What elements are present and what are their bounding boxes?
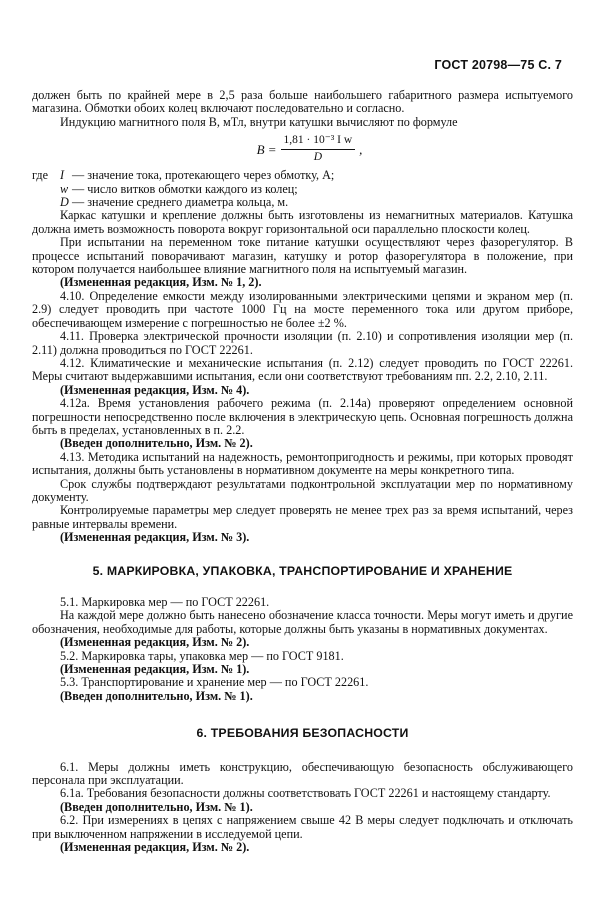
revision-note: (Измененная редакция, Изм. № 3).: [60, 530, 250, 545]
paragraph: 5.3. Транспортирование и хранение мер — по ГОСТ 22261.: [60, 675, 369, 690]
paragraph: При испытании на переменном токе питание катушки осуществляют через фазорегулятор. В процессе испытаний поворачивают магазин, катушку и ротор фазорегулятора в положение, при котором получается наибольшее влияние магнитного поля на испытуемый магазин.: [32, 235, 573, 277]
section-heading: 5. МАРКИРОВКА, УПАКОВКА, ТРАНСПОРТИРОВАНИЕ И ХРАНЕНИЕ: [92, 563, 513, 578]
revision-note: (Введен дополнительно, Изм. № 2).: [60, 436, 253, 451]
paragraph: 4.12а. Время установления рабочего режима (п. 2.14а) проверяют определением основной погрешности непосредственно после включения в электрическую цепь. Основная погрешность должна быть в пределах, установленных в п. 2.2.: [32, 396, 573, 437]
legend-symbol: w: [60, 181, 69, 196]
revision-note: (Введен дополнительно, Изм. № 1).: [60, 799, 253, 814]
formula: [46, 129, 573, 169]
formula-denominator: D: [313, 150, 322, 163]
paragraph: 6.2. При измерениях в цепях с напряжением свыше 42 В меры следует подключать и отключать при выключенном напряжении в исследуемой цепи.: [32, 813, 573, 841]
page-header: ГОСТ 20798—75 С. 7: [434, 58, 562, 72]
paragraph: На каждой мере должно быть нанесено обозначение класса точности. Меры могут иметь и другие обозначения, необходимые для работы, которые должны быть указаны в нормативных документах.: [32, 608, 573, 636]
legend-lead: где: [32, 168, 49, 183]
paragraph: Контролируемые параметры мер следует проверять не менее трех раз за время испытаний, через равные интервалы времени.: [32, 503, 573, 531]
legend-text: — значение среднего диаметра кольца, м.: [72, 195, 289, 210]
legend-symbol: D: [60, 195, 69, 210]
legend-row: [32, 183, 573, 196]
formula-tail: ,: [359, 141, 363, 157]
legend-text: — число витков обмотки каждого из колец;: [72, 181, 298, 196]
paragraph: 5.1. Маркировка мер — по ГОСТ 22261.: [60, 595, 270, 609]
formula-lhs: B =: [256, 141, 277, 157]
paragraph: 6.1. Меры должны иметь конструкцию, обеспечивающую безопасность обслуживающего персонала при эксплуатации.: [32, 759, 573, 788]
formula-legend: [32, 169, 573, 209]
legend-row: [32, 196, 573, 209]
paragraph: 4.11. Проверка электрической прочности изоляции (п. 2.10) и сопротивления изоляции мер (п. 2.11) должна проводиться по ГОСТ 22261.: [32, 329, 573, 357]
paragraph: должен быть по крайней мере в 2,5 раза больше наибольшего габаритного размера испытуемого магазина. Обмотки обоих колец включают последовательно и согласно.: [32, 88, 573, 116]
paragraph: 5.2. Маркировка тары, упаковка мер — по ГОСТ 9181.: [60, 648, 344, 663]
revision-note: (Измененная редакция, Изм. № 1).: [60, 662, 250, 677]
section-heading: 6. ТРЕБОВАНИЯ БЕЗОПАСНОСТИ: [196, 726, 409, 741]
legend-text: — значение тока, протекающего через обмотку, А;: [72, 168, 335, 183]
paragraph: Срок службы подтверждают результатами подконтрольной эксплуатации мер по нормативному документу.: [32, 476, 573, 504]
revision-note: (Измененная редакция, Изм. № 1, 2).: [60, 275, 262, 290]
paragraph: 4.10. Определение емкости между изолированными электрическими цепями и экраном мер (п. 2.9) следует проводить при частоте 1000 Гц на мосте переменного тока или другом приборе, обеспечивающем измерение с погрешностью не более ±2 %.: [32, 288, 573, 330]
formula-fraction: [281, 134, 356, 164]
legend-row: [32, 169, 573, 182]
paragraph: 4.12. Климатические и механические испытания (п. 2.12) следует проводить по ГОСТ 22261. Меры считают выдержавшими испытания, если они соответствуют требованиям пп. 2.2, 2.10, 2.11.: [32, 355, 573, 384]
paragraph: Индукцию магнитного поля B, мТл, внутри катушки вычисляют по формуле: [60, 114, 458, 129]
paragraph: 6.1а. Требования безопасности должны соответствовать ГОСТ 22261 и настоящему стандарту.: [60, 786, 551, 801]
revision-note: (Измененная редакция, Изм. № 2).: [60, 635, 250, 650]
legend-symbol: I: [60, 168, 65, 183]
revision-note: (Измененная редакция, Изм. № 4).: [60, 382, 250, 397]
paragraph: 4.13. Методика испытаний на надежность, ремонтопригодность и режимы, при которых проводят испытания, должны быть установлены в нормативном документе на меры конкретного типа.: [32, 449, 573, 478]
formula-numerator: 1,81 · 10⁻³ I w: [281, 134, 356, 149]
document-body: [32, 89, 573, 855]
revision-note: (Измененная редакция, Изм. № 2).: [60, 840, 250, 855]
paragraph: Каркас катушки и крепление должны быть изготовлены из немагнитных материалов. Катушка должна иметь возможность поворота вокруг горизонтальной оси параллельно плоскости колец.: [32, 208, 573, 236]
revision-note: (Введен дополнительно, Изм. № 1).: [60, 688, 253, 703]
